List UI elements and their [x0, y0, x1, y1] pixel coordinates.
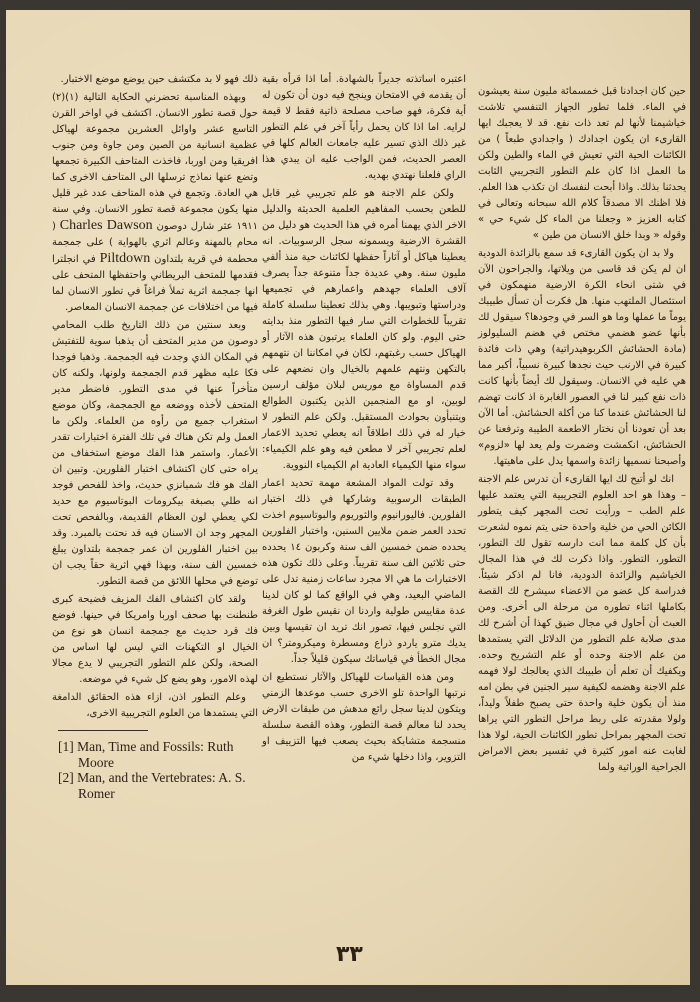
footnote-1: [1] Man, Time and Fossils: Ruth Moore: [58, 739, 234, 770]
right-column: [478, 84, 686, 778]
text-run: وبهذه المناسبة تحضرني الحكاية التالية (١)(٢) حول قصة تطور الانسان. اكتشف في اواخر القرن التاسع عشر واوائل العشرين مجموعة لهياكل عظمية انسانية من الصين ومن جاوة ومن جنوب افريقيا ومن اوربا، فاخذت المتاحف الكبيرة تجمعها وتضع عنها نماذج ترسلها الى المتاحف الاخرى كما هي العادة. وتجمع في هذه المتاحف عدد غير قليل منها يكون مجموعة قصة تطور الانسان. وفي سنة ١٩١١ عثر شارل دوصون: [52, 92, 258, 232]
text-run: ( محام بالمهنة وعالم اثري بالهواية ) على جمجمة محطمة في قرية بلتداون: [52, 221, 258, 265]
middle-column: [262, 72, 466, 768]
footnote-divider: [58, 730, 148, 731]
left-column: [52, 72, 258, 722]
magazine-page: [6, 10, 690, 985]
paragraph: ذلك فهو لا بد مكتشف حين يوضع موضع الاختبار.: [60, 74, 258, 85]
footnotes: [58, 739, 258, 801]
latin-name-piltdown: Piltdown: [99, 251, 151, 266]
page-number: ٣٣: [336, 942, 363, 967]
paragraph: انك لو أتيح لك ايها القارىء أن تدرس علم الاجنة – وهذا هو احد العلوم التجريبية التي يعتمد عليها علم الطب – ورأيت تحت المجهر كيف يتطور الكائن الحي من خلية واحدة حتى يتم نموه لشعرت بأن كل كلمة مما انت دارسه تقول لك التطور، التطور، التطور. واذا ذكرت لك في هذا المجال الخياشيم والزائدة الدودية، فانا لم اذكر شيئاً. فدراسة كل عضو من الاعضاء سيشرح لك القصة بكاملها اثناء تطوره من مرحلة الى أخرى. ومن العبث أن أحاول في مجال ضيق كهذا أن أشرح لك مدى صلابة علم التطور من الدلائل التي يستمدها من علم الاجنة وحده أو علم التشريح وحده. ويكفيك أن تعلم أن طبيبك الذي يعالجك لولا فهمه علم الاجنة وهضمه لكيفية سير الجنين في بطن امه منذ أن يكون خلية واحدة حتى يصبح طفلاً وليداً، ولولا مقدرته على ربط مراحل التطور التي يراها تحت المجهر بمراحل تطور الكائنات الحية، لولا هذا لغابت عنه امور كثيرة في تفسير بعض الامراض الجراحية الوراثية ولما: [478, 474, 686, 773]
latin-name-dawson: Charles Dawson: [59, 218, 153, 233]
paragraph: [52, 90, 258, 316]
paragraph: وبعد سنتين من ذلك التاريخ طلب المحامي دوصون من مدير المتحف أن يذهبا سوية للتفتيش في المكان الذي وجدت فيه الجمجمة. وذهبا فوجدا فكا عليه مظهر قدم الجمجمة ولونها، ولكنه كان متأخراً عنها في مدى التطور. فاضطر مدير المتحف لأخذه ووضعه مع الجمجمة، وكان موضع استغراب جميع من رأوه من العلماء. ولكن ما العمل ولم تكن هناك في تلك الفترة اختبارات تقدر الأعمار. واستمر هذا الفك موضع استخفاف من يراه حتى كان اكتشاف اختبار الفلورين. وتبين ان الفك هو فك شمبانزي حديث، واخذ للفحص فوجد انه طلي بصبغة بيكرومات البوتاسيوم مع حديد لكي يعطي لون العظام القديمة، وبالفحص تحت المجهر وجد ان الاسنان فيه قد نحتت بالمبرد. وقد بين اختبار الفلورين ان عمر جمجمة بلتداون يبلغ خمسين الف سنة، وبهذا فهي اثرية حقاً يجب ان توضع في محلها اللائق من قصة التطور.: [52, 320, 258, 587]
footnote-2: [2] Man, and the Vertebrates: A. S. Romer: [58, 770, 246, 801]
paragraph: ولا بد ان يكون القارىء قد سمع بالزائدة الدودية ان لم يكن قد قاسى من ويلاتها، والجراحون الآن في شتى انحاء الكرة الارضية منهمكون في استئصال الملتهب منها. هل فكرت أن تسأل طبيبك يوماً ما عملها وما هو السر في وجودها؟ سيقول لك بأنها عضو هضمي مختص في هضم السليولوز (مادة الحشائش الكربوهيدراتية) وهي ذات فائدة كبيرة في الارنب حيث نجدها كبيرة نسبياً، أكبر مما هي عليه في الانسان. وسيقول لك أيضاً بأنها كانت ذات نفع كبير لنا في العصور الغابرة اذ كانت تهضم لنا الحشائش عندما كنا من أكلة الحشائش. أما الآن بعد أن تعودنا أن نختار الاطعمة الطيبة وترفعنا عن الحشائش، انكمشت وضمرت ولم يعد لها «لزوم» وأصبحنا نسميها زائدة واسمها يدل على ماهيتها.: [478, 248, 686, 467]
paragraph: اعتبره اساتذته جديراً بالشهادة. أما اذا قرأه بقية أن يقدمه في الامتحان وينجح فيه دون أن تكون له أية فكرة، فهو صاحب مصلحة ذاتية فقط لا قيمة لرايه. اما اذا كان يحمل رأياً آخر في علم التطور غير ذلك الذي تسير عليه جامعات العالم كلها في العصر الحديث، فمن الواجب عليه ان يبدي هذا الراي فلعلنا نهتدي بهديه.: [262, 74, 466, 181]
paragraph: وعلم التطور اذن، ازاء هذه الحقائق الدامغة التي يستمدها من العلوم التجريبية الاخرى،: [52, 692, 258, 719]
left-column-wrapper: [52, 72, 258, 801]
paragraph: ومن هذه القياسات للهياكل والآثار نستطيع ان نرتبها الواحدة تلو الاخرى حسب موعدها الزمني ويتكون لدينا سجل رائع مدهش من طبقات الارض يحدد لنا معالم قصة التطور، وهذه القصة سلسلة منسجمة متشابكة بحيث يصعب فيها التزييف او التزوير، واذا دخلها شيء من: [262, 672, 466, 763]
paragraph: ولكن علم الاجنة هو علم تجريبي غير قابل للطعن بحسب المفاهيم العلمية الحديثة والدليل الاخر الذي يهمنا أمره في هذا الحديث هو دليل من القشرة الارضية ويسمونه سجل الرسوبيات. انه يعطينا هياكل أو آثاراً حفظها لكائنات حية منذ ألفي مليون سنة. وهي عديدة جداً متنوعة جداً يصرف آلاف العلماء جهدهم واعمارهم في تجميعها ودراستها وتبويبها. وهي بذلك تعطينا سلسلة كاملة تقريباً للخطوات التي سار فيها التطور منذ بدايته حتى اليوم. ولو كان العلماء يرتبون هذه الآثار أو الهياكل حسب رغبتهم، لكان في امكاننا ان نتهمهم بالتكهن ونتهم علمهم بالخيال وان نضعهم على قدم المساواة مع موريس لبلان مؤلف ارسين لوبين، او مع المنجمين الذين يكتبون الطوالع ويتنبأون بحوادث المستقبل. ولكن علم التطور لا خيار له في ذلك اطلاقاً انه يعطي تحديد الاعمار لعلم تجريبي آخر لا مطعن فيه وهو علم الكيمياء: سواء منها الكيمياء العادية ام الكيمياء النووية.: [262, 188, 466, 471]
paragraph: ولقد كان اكتشاف الفك المزيف فضيحة كبرى طنطنت بها صحف اوربا وامريكا في حينها. فوضع فك قرد حديث مع جمجمة انسان هو نوع من الخيال او التكهنات التي ليس لها اساس من الصحة، ولكن علم التطور التجريبي لا يدع مجالا لهذه الامور، وهو يضع كل شيء في موضعه.: [52, 594, 258, 685]
paragraph: وقد تولت المواد المشعة مهمة تحديد اعمار الطبقات الرسوبية وشاركها في ذلك اختبار الفلورين. فاليورانيوم والثوريوم والبوتاسيوم اخذت تحدد العمر ضمن ملايين السنين، واختبار الفلورين يحدده ضمن خمسين الف سنة وكربون ١٤ يحدده حتى ثلاثين الف سنة تقريباً. وعلى ذلك تكون هذه الاختبارات ما هي الا مجرد ساعات زمنية تدل على الماضي البعيد، وهي في الواقع كما لو كان لدينا عدة مقاييس طولية واردنا ان نقيس طول الغرفة التي نجلس فيها، تصور انك تريد ان تقيسها وبين يديك مترو ياردو ذراع ومسطرة وميكرومتر؟ ان مجال الخطأ في قياساتك سيكون قليلاً جداً.: [262, 478, 466, 665]
paragraph: حين كان اجدادنا قبل خمسمائة مليون سنة يعيشون في الماء. فلما تطور الجهاز التنفسي تلاشت خياشيمنا لأنها لم تعد ذات نفع. قد لا يعجبك ايها القارىء ان يكون اجدادك ( واجدادي طبعاً ) من الكائنات الحية التي تعيش في الماء والطين ولكن ما العمل اذا كان علم التطور التجريبي الثابت يحدثنا بذلك. واذا أبحت لنفسك ان تكذب هذا العلم. فلا اظنك الا مصدقاً كلام الله سبحانه وتعالى في كتابه العزيز « وجعلنا من الماء كل شيء حي » وقوله « وبدا خلق الانسان من طين »: [478, 86, 686, 241]
text-run: في انجلترا فقدمها للمتحف البريطاني واحتفظها المتحف على انها جمجمة اثرية تملأ فراغاً في تطور الانسان لما فيها من اختلافات عن جمجمة الانسان المعاصر.: [52, 254, 258, 313]
